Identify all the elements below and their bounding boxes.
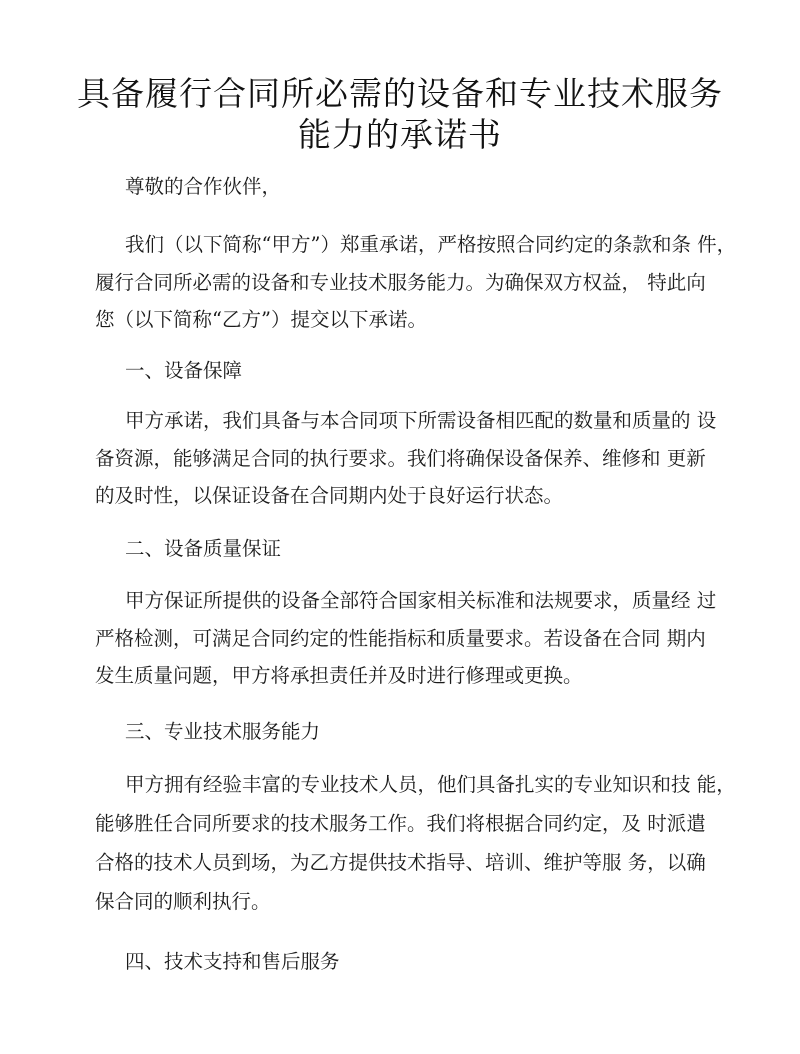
section-heading-equipment: 一、设备保障	[125, 359, 243, 382]
section-line: 合格的技术人员到场，为乙方提供技术指导、培训、维护等服 务，以确	[95, 851, 706, 874]
greeting: 尊敬的合作伙伴，	[125, 175, 282, 198]
section-line: 发生质量问题，甲方将承担责任并及时进行修理或更换。	[95, 664, 583, 687]
section-line: 甲方承诺，我们具备与本合同项下所需设备相匹配的数量和质量的 设	[125, 409, 717, 432]
intro-line-3: 您（以下简称“乙方”）提交以下承诺。	[95, 308, 427, 331]
intro-line-1: 我们（以下简称“甲方”）郑重承诺，严格按照合同约定的条款和条 件，	[125, 233, 737, 256]
document-title-line-2: 能力的承诺书	[298, 115, 502, 154]
section-line: 保合同的顺利执行。	[95, 890, 271, 913]
intro-line-2: 履行合同所必需的设备和专业技术服务能力。为确保双方权益， 特此向	[95, 271, 706, 294]
document-title-line-1: 具备履行合同所必需的设备和专业技术服务	[77, 74, 723, 113]
section-line: 严格检测，可满足合同约定的性能指标和质量要求。若设备在合同 期内	[95, 627, 706, 650]
section-heading-quality: 二、设备质量保证	[125, 537, 282, 560]
section-line: 的及时性，以保证设备在合同期内处于良好运行状态。	[95, 484, 564, 507]
section-line: 甲方拥有经验丰富的专业技术人员，他们具备扎实的专业知识和技 能，	[125, 773, 736, 796]
section-line: 甲方保证所提供的设备全部符合国家相关标准和法规要求，质量经 过	[125, 589, 717, 612]
section-heading-technical-service: 三、专业技术服务能力	[125, 720, 321, 743]
section-heading-support: 四、技术支持和售后服务	[125, 950, 340, 973]
section-line: 备资源，能够满足合同的执行要求。我们将确保设备保养、维修和 更新	[95, 447, 706, 470]
section-line: 能够胜任合同所要求的技术服务工作。我们将根据合同约定，及 时派遣	[95, 812, 706, 835]
